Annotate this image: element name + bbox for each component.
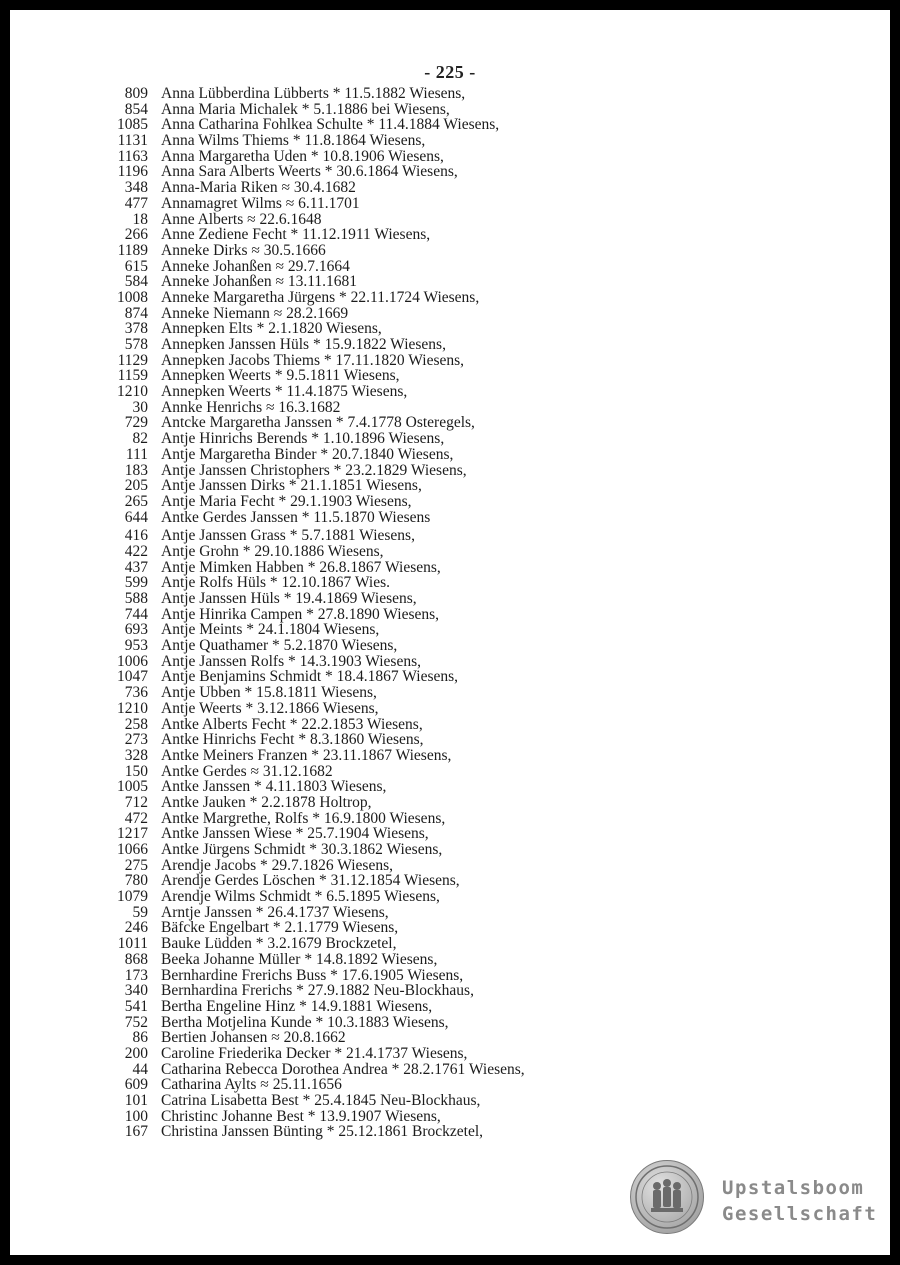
list-item <box>10 858 890 874</box>
entry-number: 1159 <box>117 367 148 385</box>
list-item <box>10 274 890 290</box>
list-item <box>10 86 890 102</box>
entry-number: 1008 <box>117 288 148 306</box>
entry-text: Anna Catharina Fohlkea Schulte * 11.4.1884 Wiesens, <box>161 116 500 134</box>
entry-number: 712 <box>124 793 148 811</box>
entry-number: 1210 <box>117 383 148 401</box>
list-item <box>10 575 890 591</box>
entry-number: 780 <box>124 872 148 890</box>
entry-number: 101 <box>124 1092 148 1109</box>
entry-number: 953 <box>124 637 148 655</box>
entry-text: Catharina Rebecca Dorothea Andrea * 28.2.1761 Wiesens, <box>161 1060 525 1078</box>
entry-number: 584 <box>124 273 148 291</box>
entry-number: 258 <box>124 715 148 733</box>
list-item <box>10 1046 890 1062</box>
entry-text: Antje Maria Fecht * 29.1.1903 Wiesens, <box>161 492 412 510</box>
list-item <box>10 431 890 447</box>
list-item <box>10 654 890 670</box>
list-item <box>10 1077 890 1093</box>
entry-text: Antje Janssen Grass * 5.7.1881 Wiesens, <box>161 527 415 545</box>
entry-text: Antke Margrethe, Rolfs * 16.9.1800 Wiesens, <box>161 809 446 827</box>
entry-number: 472 <box>124 809 148 827</box>
list-item <box>10 494 890 510</box>
entry-number: 868 <box>124 950 148 968</box>
society-logo <box>630 1160 880 1235</box>
entry-text: Antke Gerdes ≈ 31.12.1682 <box>161 762 333 780</box>
entry-text: Bauke Lüdden * 3.2.1679 Brockzetel, <box>161 935 397 953</box>
entry-number: 729 <box>124 414 148 432</box>
list-item <box>10 227 890 243</box>
logo-text-line2: Gesellschaft <box>722 1203 878 1225</box>
list-item <box>10 1015 890 1031</box>
entry-number: 246 <box>124 919 148 937</box>
list-item <box>10 149 890 165</box>
entry-text: Arendje Gerdes Löschen * 31.12.1854 Wiesens, <box>161 872 460 890</box>
entry-number: 273 <box>124 731 148 749</box>
list-item <box>10 400 890 416</box>
list-item <box>10 133 890 149</box>
list-item <box>10 560 890 576</box>
entry-text: Antke Janssen * 4.11.1803 Wiesens, <box>161 778 387 796</box>
entry-text: Christinc Johanne Best * 13.9.1907 Wiesens, <box>161 1107 441 1125</box>
list-item <box>10 117 890 133</box>
entry-number: 86 <box>132 1029 148 1047</box>
list-item <box>10 1109 890 1125</box>
entry-number: 615 <box>124 257 148 275</box>
entry-number: 275 <box>124 856 148 874</box>
list-item <box>10 102 890 118</box>
entry-text: Annke Henrichs ≈ 16.3.1682 <box>161 398 341 416</box>
entry-number: 173 <box>124 966 148 984</box>
entry-text: Annepken Elts * 2.1.1820 Wiesens, <box>161 320 382 338</box>
entry-text: Antje Weerts * 3.12.1866 Wiesens, <box>161 699 379 717</box>
list-item <box>10 510 890 526</box>
entry-text: Antke Gerdes Janssen * 11.5.1870 Wiesens <box>161 508 431 526</box>
entry-text: Anneke Dirks ≈ 30.5.1666 <box>161 241 326 259</box>
entry-number: 874 <box>124 304 148 322</box>
entry-text: Anneke Johanßen ≈ 29.7.1664 <box>161 257 350 275</box>
list-item <box>10 669 890 685</box>
list-item <box>10 811 890 827</box>
entry-number: 18 <box>132 210 148 228</box>
entry-number: 1196 <box>117 163 148 181</box>
entry-text: Antje Janssen Hüls * 19.4.1869 Wiesens, <box>161 590 417 607</box>
list-item <box>10 384 890 400</box>
entry-text: Bäfcke Engelbart * 2.1.1779 Wiesens, <box>161 919 399 937</box>
entry-text: Anneke Niemann ≈ 28.2.1669 <box>161 304 349 322</box>
entry-number: 752 <box>124 1013 148 1031</box>
entry-text: Antje Hinrika Campen * 27.8.1890 Wiesens, <box>161 605 440 623</box>
list-item <box>10 622 890 638</box>
entry-number: 1079 <box>117 888 148 906</box>
list-item <box>10 463 890 479</box>
list-item <box>10 306 890 322</box>
list-item <box>10 180 890 196</box>
entry-number: 82 <box>132 430 148 448</box>
entry-text: Annepken Weerts * 11.4.1875 Wiesens, <box>161 383 408 401</box>
list-item <box>10 353 890 369</box>
entry-text: Annamagret Wilms ≈ 6.11.1701 <box>161 194 360 212</box>
list-item <box>10 999 890 1015</box>
entry-number: 1085 <box>117 116 148 134</box>
entry-number: 1210 <box>117 699 148 717</box>
entry-text: Annepken Janssen Hüls * 15.9.1822 Wiesens, <box>161 336 446 353</box>
list-item <box>10 983 890 999</box>
entry-text: Antje Janssen Christophers * 23.2.1829 Wiesens, <box>161 461 467 479</box>
logo-text-line1: Upstalsboom <box>722 1177 865 1199</box>
document-page <box>10 10 890 1255</box>
list-item <box>10 196 890 212</box>
list-item <box>10 826 890 842</box>
list-item <box>10 748 890 764</box>
entry-text: Anna Margaretha Uden * 10.8.1906 Wiesens, <box>161 147 444 165</box>
entry-text: Arendje Jacobs * 29.7.1826 Wiesens, <box>161 856 393 874</box>
entry-number: 30 <box>132 398 148 416</box>
entry-text: Antke Alberts Fecht * 22.2.1853 Wiesens, <box>161 715 423 733</box>
entry-number: 265 <box>124 492 148 510</box>
entry-text: Antje Janssen Dirks * 21.1.1851 Wiesens, <box>161 477 422 495</box>
list-item <box>10 920 890 936</box>
list-item <box>10 842 890 858</box>
entry-number: 1011 <box>117 935 148 953</box>
entry-number: 422 <box>124 542 148 560</box>
list-item <box>10 873 890 889</box>
entry-number: 1217 <box>117 825 148 843</box>
list-item <box>10 164 890 180</box>
entry-text: Antke Jürgens Schmidt * 30.3.1862 Wiesens, <box>161 841 443 858</box>
entry-number: 1047 <box>117 668 148 686</box>
entry-number: 809 <box>124 85 148 102</box>
list-item <box>10 607 890 623</box>
list-item <box>10 243 890 259</box>
list-item <box>10 732 890 748</box>
entry-number: 200 <box>124 1044 148 1062</box>
entry-number: 1005 <box>117 778 148 796</box>
entry-number: 378 <box>124 320 148 338</box>
entry-text: Antje Quathamer * 5.2.1870 Wiesens, <box>161 637 398 655</box>
list-item <box>10 717 890 733</box>
list-item <box>10 1062 890 1078</box>
list-item <box>10 591 890 607</box>
list-item <box>10 212 890 228</box>
entry-number: 340 <box>124 982 148 1000</box>
list-item <box>10 544 890 560</box>
entry-text: Antje Grohn * 29.10.1886 Wiesens, <box>161 542 384 560</box>
entry-text: Antke Jauken * 2.2.1878 Holtrop, <box>161 793 372 811</box>
entry-number: 736 <box>124 684 148 702</box>
entry-text: Antke Hinrichs Fecht * 8.3.1860 Wiesens, <box>161 731 424 749</box>
list-item <box>10 337 890 353</box>
entry-number: 437 <box>124 558 148 576</box>
entry-text: Anna Wilms Thiems * 11.8.1864 Wiesens, <box>161 132 426 150</box>
entry-number: 1006 <box>117 652 148 670</box>
list-item <box>10 1030 890 1046</box>
list-item <box>10 764 890 780</box>
entry-text: Antke Meiners Franzen * 23.11.1867 Wiesens, <box>161 746 452 764</box>
list-item <box>10 795 890 811</box>
list-item <box>10 447 890 463</box>
list-item <box>10 952 890 968</box>
entry-text: Antje Margaretha Binder * 20.7.1840 Wiesens, <box>161 445 454 463</box>
entry-text: Bertha Motjelina Kunde * 10.3.1883 Wiesens, <box>161 1013 449 1031</box>
entry-text: Antje Benjamins Schmidt * 18.4.1867 Wiesens, <box>161 668 459 686</box>
entry-number: 854 <box>124 100 148 118</box>
list-item <box>10 685 890 701</box>
entry-text: Anna Maria Michalek * 5.1.1886 bei Wiesens, <box>161 100 450 118</box>
entry-text: Arendje Wilms Schmidt * 6.5.1895 Wiesens, <box>161 888 440 906</box>
list-item <box>10 290 890 306</box>
entry-number: 416 <box>124 527 148 545</box>
list-item <box>10 368 890 384</box>
entry-text: Antcke Margaretha Janssen * 7.4.1778 Osteregels, <box>161 414 475 432</box>
entry-text: Christina Janssen Bünting * 25.12.1861 Brockzetel, <box>161 1123 484 1141</box>
entry-text: Anneke Margaretha Jürgens * 22.11.1724 Wiesens, <box>161 288 480 306</box>
entry-number: 100 <box>124 1107 148 1125</box>
entry-text: Antje Rolfs Hüls * 12.10.1867 Wies. <box>161 574 391 592</box>
entry-number: 588 <box>124 590 148 607</box>
list-item <box>10 1093 890 1109</box>
entry-text: Bernhardina Frerichs * 27.9.1882 Neu-Blockhaus, <box>161 982 474 1000</box>
entry-number: 609 <box>124 1076 148 1094</box>
list-item <box>10 528 890 544</box>
entry-text: Catrina Lisabetta Best * 25.4.1845 Neu-Blockhaus, <box>161 1092 481 1109</box>
entry-number: 44 <box>132 1060 148 1078</box>
entry-number: 744 <box>124 605 148 623</box>
entry-number: 150 <box>124 762 148 780</box>
entry-number: 111 <box>125 445 148 463</box>
entry-text: Anna-Maria Riken ≈ 30.4.1682 <box>161 179 356 197</box>
entry-text: Antje Hinrichs Berends * 1.10.1896 Wiesens, <box>161 430 445 448</box>
entry-text: Anna Sara Alberts Weerts * 30.6.1864 Wiesens, <box>161 163 458 181</box>
entry-text: Antje Ubben * 15.8.1811 Wiesens, <box>161 684 377 702</box>
page-number: - 225 - <box>424 62 476 82</box>
entry-number: 205 <box>124 477 148 495</box>
list-item <box>10 415 890 431</box>
seal-icon <box>630 1160 704 1234</box>
entry-number: 477 <box>124 194 148 212</box>
entry-number: 578 <box>124 336 148 353</box>
entry-number: 644 <box>124 508 148 526</box>
entry-list <box>10 86 890 1140</box>
entry-number: 541 <box>124 997 148 1015</box>
entry-number: 1163 <box>117 147 148 165</box>
entry-number: 1066 <box>117 841 148 858</box>
entry-number: 1129 <box>117 351 148 369</box>
entry-number: 599 <box>124 574 148 592</box>
entry-text: Anne Alberts ≈ 22.6.1648 <box>161 210 322 228</box>
entry-number: 167 <box>124 1123 148 1141</box>
entry-text: Beeka Johanne Müller * 14.8.1892 Wiesens, <box>161 950 438 968</box>
entry-text: Anna Lübberdina Lübberts * 11.5.1882 Wiesens, <box>161 85 466 102</box>
list-item <box>10 1124 890 1140</box>
list-item <box>10 889 890 905</box>
list-item <box>10 478 890 494</box>
entry-number: 1131 <box>117 132 148 150</box>
entry-text: Annepken Jacobs Thiems * 17.11.1820 Wiesens, <box>161 351 465 369</box>
entry-text: Antje Meints * 24.1.1804 Wiesens, <box>161 621 380 639</box>
entry-number: 693 <box>124 621 148 639</box>
entry-text: Bertha Engeline Hinz * 14.9.1881 Wiesens, <box>161 997 433 1015</box>
entry-number: 348 <box>124 179 148 197</box>
entry-text: Catharina Aylts ≈ 25.11.1656 <box>161 1076 342 1094</box>
entry-text: Arntje Janssen * 26.4.1737 Wiesens, <box>161 903 389 921</box>
entry-number: 266 <box>124 226 148 244</box>
entry-text: Annepken Weerts * 9.5.1811 Wiesens, <box>161 367 400 385</box>
list-item <box>10 779 890 795</box>
entry-text: Anneke Johanßen ≈ 13.11.1681 <box>161 273 358 291</box>
entry-text: Bertien Johansen ≈ 20.8.1662 <box>161 1029 346 1047</box>
list-item <box>10 321 890 337</box>
entry-number: 1189 <box>117 241 148 259</box>
entry-text: Anne Zediene Fecht * 11.12.1911 Wiesens, <box>161 226 431 244</box>
entry-number: 183 <box>124 461 148 479</box>
entry-text: Antke Janssen Wiese * 25.7.1904 Wiesens, <box>161 825 429 843</box>
entry-number: 59 <box>132 903 148 921</box>
entry-text: Antje Janssen Rolfs * 14.3.1903 Wiesens, <box>161 652 421 670</box>
list-item <box>10 701 890 717</box>
list-item <box>10 259 890 275</box>
list-item <box>10 968 890 984</box>
list-item <box>10 936 890 952</box>
entry-text: Bernhardine Frerichs Buss * 17.6.1905 Wiesens, <box>161 966 464 984</box>
entry-number: 328 <box>124 746 148 764</box>
list-item <box>10 905 890 921</box>
entry-text: Caroline Friederika Decker * 21.4.1737 Wiesens, <box>161 1044 468 1062</box>
list-item <box>10 638 890 654</box>
entry-text: Antje Mimken Habben * 26.8.1867 Wiesens, <box>161 558 441 576</box>
